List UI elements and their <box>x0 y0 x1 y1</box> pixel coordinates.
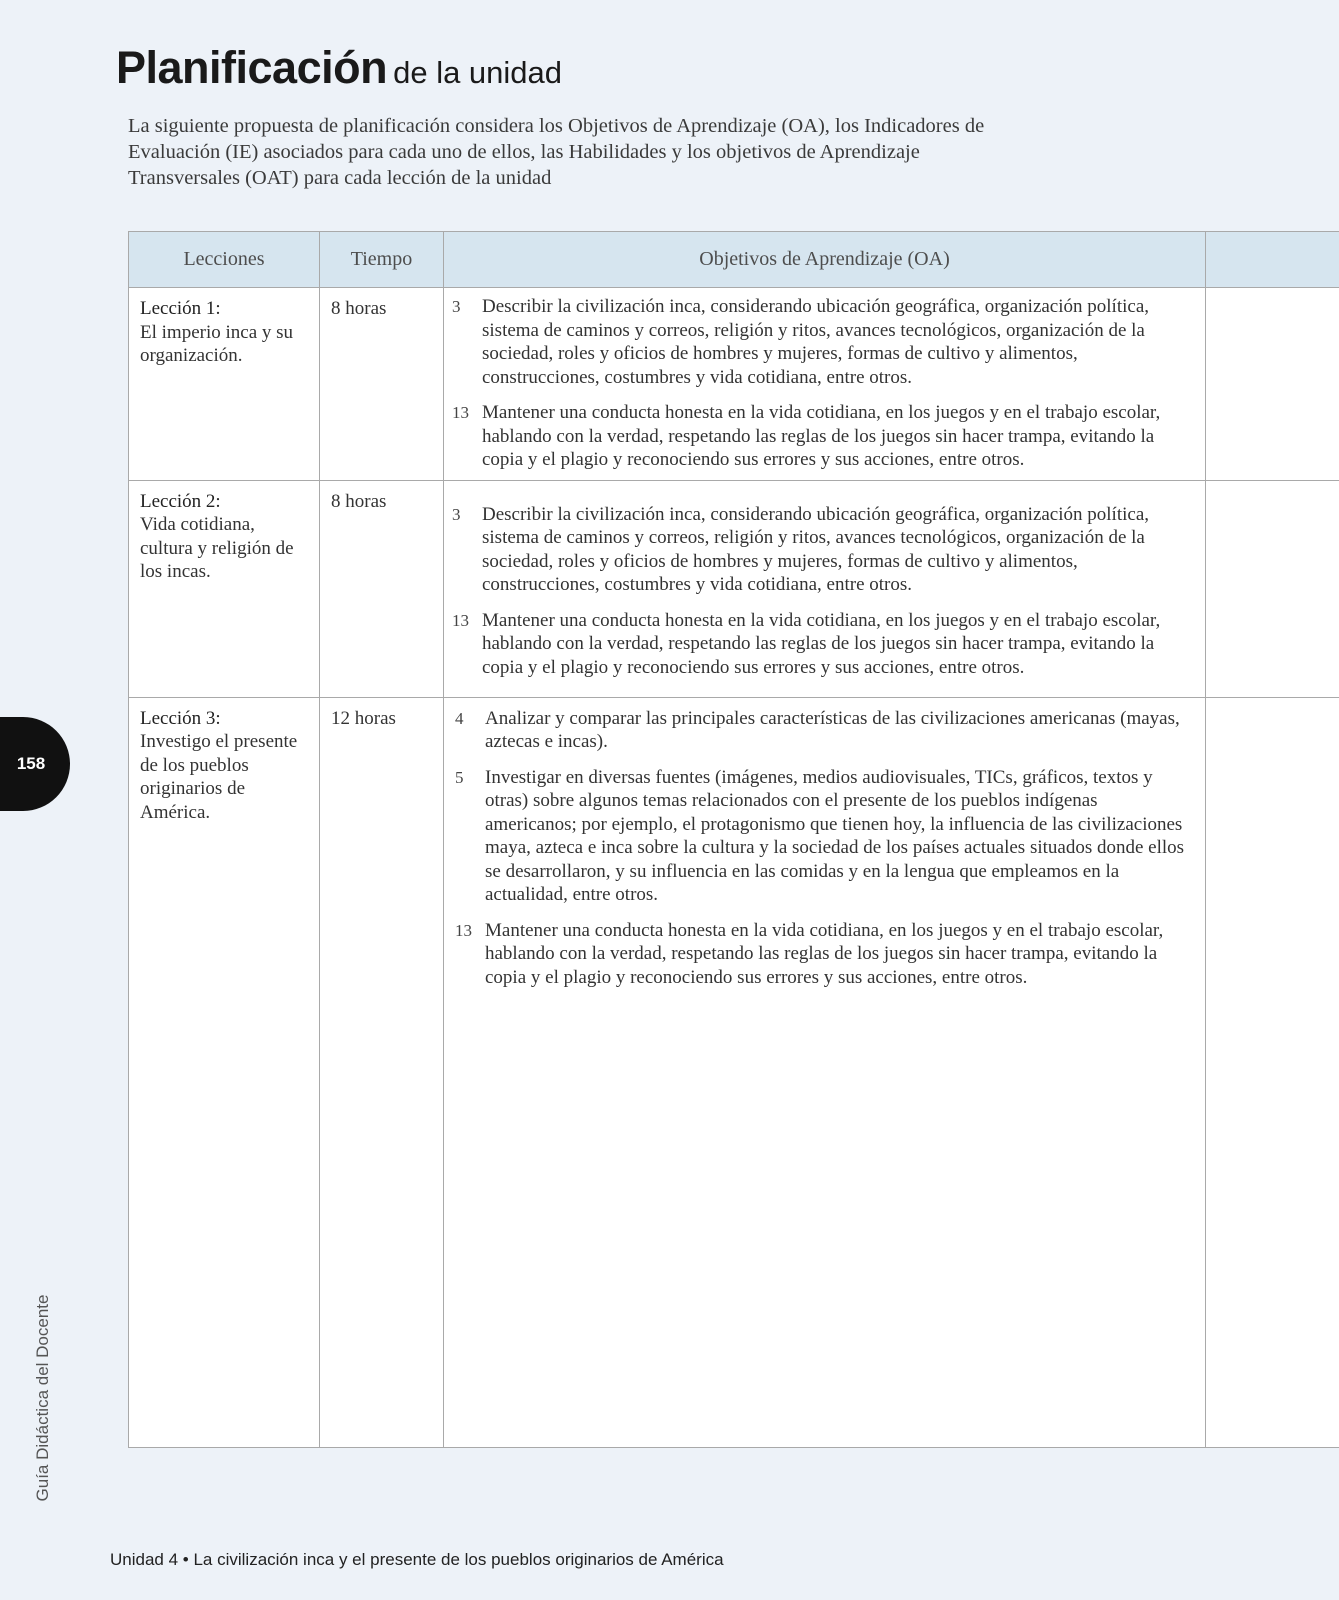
oa-text: Describir la civilización inca, considerando ubicación geográfica, organización política, sistema de caminos y correos, religión y ritos, avances tecnológicos, organización de la sociedad, roles y oficios de hombres y mujeres, formas de cultivo y alimentos, construcciones, costumbres y vida cotidiana, entre otros. <box>482 296 1150 388</box>
oa-number: 3 <box>452 297 461 316</box>
oa-text: Mantener una conducta honesta en la vida cotidiana, en los juegos y en el trabajo escolar, hablando con la verdad, respetando las reglas de los juegos sin hacer trampa, evitando la copia y el plagio y reconociendo sus errores y sus acciones, entre otros. <box>482 402 1161 470</box>
page-title-light: de la unidad <box>393 55 563 90</box>
footer-text: Unidad 4 • La civilización inca y el presente de los pueblos originarios de América <box>110 1550 724 1569</box>
oa-text: Mantener una conducta honesta en la vida cotidiana, en los juegos y en el trabajo escolar, hablando con la verdad, respetando las reglas de los juegos sin hacer trampa, evitando la copia y el plagio y reconociendo sus errores y sus acciones, entre otros. <box>482 609 1161 678</box>
extra-cell <box>1206 480 1339 697</box>
lesson-name: Vida cotidiana, cultura y religión de los incas. <box>140 514 294 582</box>
oa-item <box>452 401 1193 472</box>
lesson-cell <box>129 480 320 697</box>
oa-cell <box>444 697 1206 1447</box>
oa-text: Investigar en diversas fuentes (imágenes, medios audiovisuales, TICs, gráficos, textos y otras) sobre algunos temas relacionados con el presente de los pueblos indígenas americanos; por ejemplo, el protagonismo que tienen hoy, la influencia de las civilizaciones maya, azteca e inca sobre la cultura y la sociedad de los países actuales situados donde ellos se desarrollaron, y su influencia en las comidas y en la lengua que empleamos en la actualidad, entre otros. <box>485 766 1185 905</box>
oa-text: Describir la civilización inca, considerando ubicación geográfica, organización política, sistema de caminos y correos, religión y ritos, avances tecnológicos, organización de la sociedad, roles y oficios de hombres y mujeres, formas de cultivo y alimentos, construcciones, costumbres y vida cotidiana, entre otros. <box>482 503 1150 595</box>
lesson-title: Lección 3: <box>140 707 221 729</box>
oa-item <box>452 609 1193 680</box>
page-title <box>116 42 562 94</box>
extra-cell <box>1206 697 1339 1447</box>
lesson-title: Lección 1: <box>140 298 221 319</box>
lesson-title: Lección 2: <box>140 490 221 512</box>
page-title-bold: Planificación <box>116 42 388 93</box>
oa-number: 13 <box>455 920 472 940</box>
oa-item <box>455 919 1193 990</box>
oa-text: Analizar y comparar las principales características de las civilizaciones americanas (mayas, aztecas e incas). <box>485 707 1180 752</box>
oa-cell <box>444 480 1206 697</box>
table-row-lesson-2 <box>129 480 1339 697</box>
oa-number: 13 <box>452 610 469 630</box>
oa-cell <box>444 288 1206 481</box>
page-number-tab: 158 <box>0 717 70 811</box>
extra-cell <box>1206 288 1339 481</box>
oa-item <box>452 503 1193 597</box>
header-tiempo: Tiempo <box>320 232 444 288</box>
time-cell: 8 horas <box>320 480 444 697</box>
oa-item <box>452 295 1193 389</box>
oa-number: 3 <box>452 504 461 524</box>
lesson-cell <box>129 288 320 481</box>
time-cell: 12 horas <box>320 697 444 1447</box>
header-lecciones: Lecciones <box>129 232 320 288</box>
table-row-lesson-3 <box>129 697 1339 1447</box>
header-objetivos: Objetivos de Aprendizaje (OA) <box>444 232 1206 288</box>
lesson-name: El imperio inca y su organización. <box>140 321 294 366</box>
time-cell: 8 horas <box>320 288 444 481</box>
oa-item <box>455 766 1193 907</box>
oa-number: 4 <box>455 708 464 728</box>
lesson-name: Investigo el presente de los pueblos originarios de América. <box>140 731 298 823</box>
oa-item <box>455 707 1193 754</box>
table-header-row <box>129 232 1339 288</box>
header-extra <box>1206 232 1339 288</box>
oa-text: Mantener una conducta honesta en la vida cotidiana, en los juegos y en el trabajo escolar, hablando con la verdad, respetando las reglas de los juegos sin hacer trampa, evitando la copia y el plagio y reconociendo sus errores y sus acciones, entre otros. <box>485 919 1164 988</box>
oa-number: 13 <box>452 403 469 422</box>
side-label: Guía Didáctica del Docente <box>33 1294 52 1502</box>
intro-paragraph: La siguiente propuesta de planificación considera los Objetivos de Aprendizaje (OA), los Indicadores de Evaluación (IE) asociados para cada uno de ellos, las Habilidades y los objetivos de Aprendizaje Transversales (OAT) para cada lección de la unidad <box>128 115 985 189</box>
lesson-cell <box>129 697 320 1447</box>
table-row-lesson-1 <box>129 288 1339 481</box>
planning-table <box>128 231 1339 1448</box>
oa-number: 5 <box>455 767 464 787</box>
